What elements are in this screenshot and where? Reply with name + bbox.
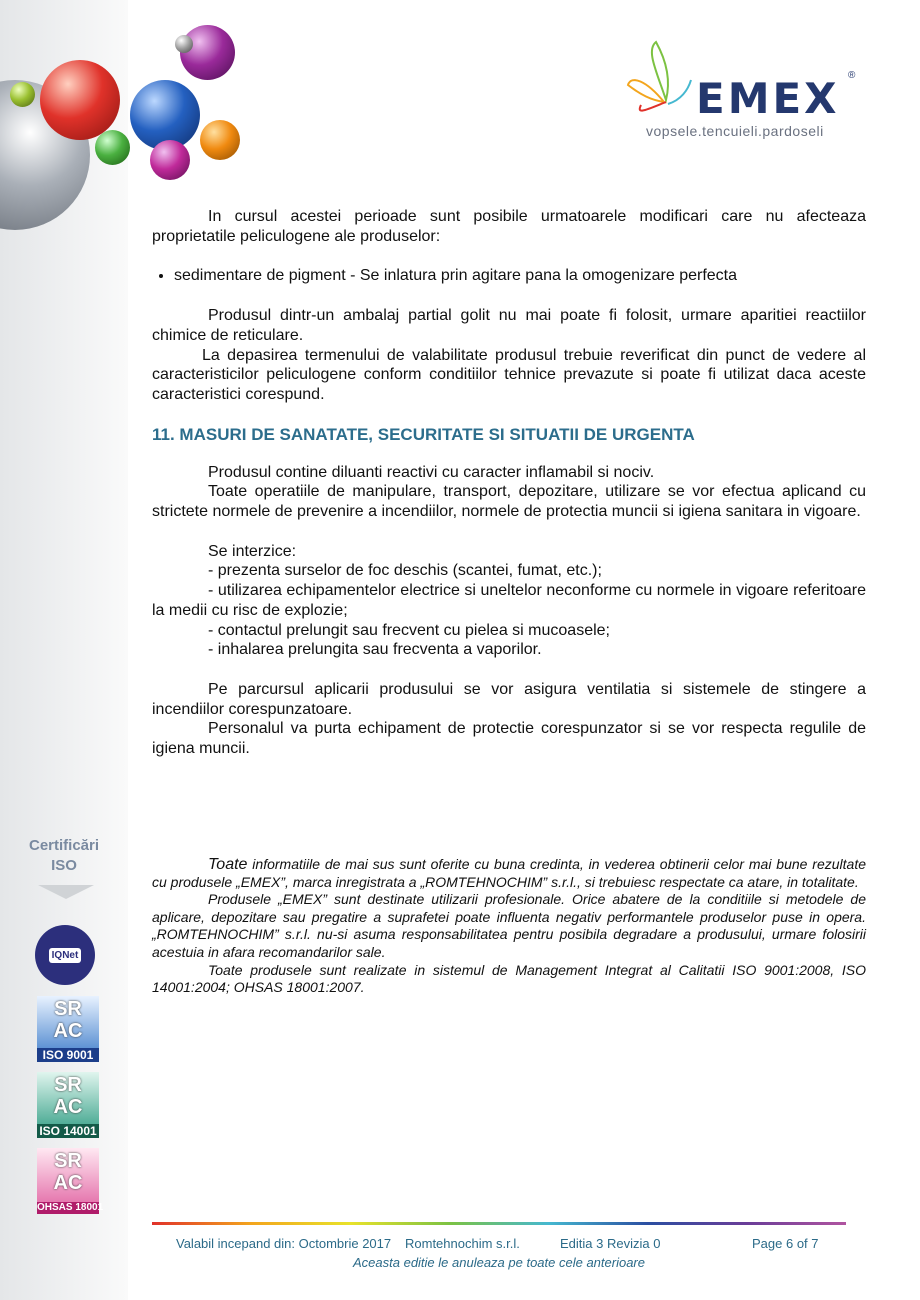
paragraph: Produsul contine diluanti reactivi cu caracter inflamabil si nociv. — [208, 463, 655, 481]
iso-14001-badge: SR AC ISO 14001 — [37, 1072, 99, 1138]
paragraph: Produsul dintr-un ambalaj partial golit nu mai poate fi folosit, urmare aparitiei reactiilor chimice de reticulare. — [152, 307, 866, 344]
note-paragraph: Toate produsele sunt realizate in sistemul de Management Integrat al Calitatii ISO 9001:2008, ISO 14001:2004; OHSAS 18001:2007. — [152, 961, 866, 996]
footer-note: Aceasta editie le anuleaza pe toate cele anterioare — [353, 1255, 645, 1270]
cert-title: Certificări — [28, 837, 100, 854]
footer-valid-date: Valabil incepand din: Octombrie 2017 — [176, 1236, 392, 1251]
footer-divider — [152, 1222, 846, 1225]
arrow-down-icon — [38, 885, 94, 899]
brand-tagline: vopsele.tencuieli.pardoseli — [646, 123, 824, 139]
emex-logo — [626, 40, 866, 140]
paragraph: Toate operatiile de manipulare, transport, depozitare, utilizare se vor efectua aplicand cu strictete normele de prevenire a incendiilor, normele de protectia muncii si igiena sanitara in vigoare. — [152, 483, 866, 521]
footer-page-number: Page 6 of 7 — [752, 1236, 819, 1251]
cert-subtitle: ISO — [51, 857, 77, 874]
note-paragraph: Toate informatiile de mai sus sunt oferite cu buna credinta, in vederea obtinerii celor mai bune rezultate cu produsele „EMEX”, marca inregistrata a „ROMTEHNOCHIM” s.r.l., si trebuiesc respectate ca atare, in totalitate. — [152, 856, 866, 890]
footer-company: Romtehnochim s.r.l. — [405, 1236, 520, 1251]
note-paragraph: Produsele „EMEX” sunt destinate utilizarii profesionale. Orice abatere de la conditiile si metodele de aplicare, depozitare sau pregatire a suprafetei poate influenta negativ performantele produselor puse in opera. „ROMTEHNOCHIM” s.r.l. nu-si asuma responsabilitatea pentru posibila degradare a produsului, urmare folosirii acestuia in afara recomandarilor sale. — [152, 891, 866, 960]
registered-mark: ® — [848, 70, 856, 81]
bullet-list — [152, 266, 866, 286]
paragraph: - inhalarea prelungita sau frecventa a vaporilor. — [208, 641, 542, 659]
paragraph: La depasirea termenului de valabilitate produsul trebuie reverificat din punct de vedere al caracteristicilor peliculogene conform conditiilor tehnice prevazute si poate fi utilizat daca aceste caracteristici corespund. — [152, 346, 866, 403]
paragraph: Pe parcursul aplicarii produsului se vor asigura ventilatia si sistemele de stingere a incendiilor corespunzatoare. — [152, 680, 866, 718]
paragraph: Personalul va purta echipament de protectie corespunzator si se vor respecta regulile de igiena muncii. — [152, 720, 866, 758]
list-item: • sedimentare de pigment - Se inlatura prin agitare pana la omogenizare perfecta — [174, 266, 866, 286]
disclaimer-notes — [152, 856, 866, 997]
section-heading: 11. MASURI DE SANATATE, SECURITATE SI SITUATII DE URGENTA — [152, 424, 695, 444]
iso-9001-badge: SR AC ISO 9001 — [37, 996, 99, 1062]
paragraph: - contactul prelungit sau frecvent cu pielea si mucoasele; — [208, 621, 610, 639]
footer-edition: Editia 3 Revizia 0 — [560, 1236, 661, 1251]
brand-name: EMEX — [696, 74, 840, 123]
document-body — [152, 207, 866, 759]
paragraph: Se interzice: — [208, 542, 297, 560]
butterfly-icon — [626, 40, 696, 120]
iqnet-badge: IQNet — [35, 925, 95, 985]
ohsas-18001-badge: SR AC OHSAS 18001 — [37, 1150, 104, 1213]
paragraph: In cursul acestei perioade sunt posibile urmatoarele modificari care nu afecteaza proprietatile peliculogene ale produselor: — [152, 208, 866, 245]
note-first-word: Toate — [208, 856, 248, 873]
paragraph: - prezenta surselor de foc deschis (scantei, fumat, etc.); — [208, 562, 602, 580]
paragraph: - utilizarea echipamentelor electrice si uneltelor neconforme cu normele in vigoare referitoare la medii cu risc de explozie; — [152, 582, 866, 619]
